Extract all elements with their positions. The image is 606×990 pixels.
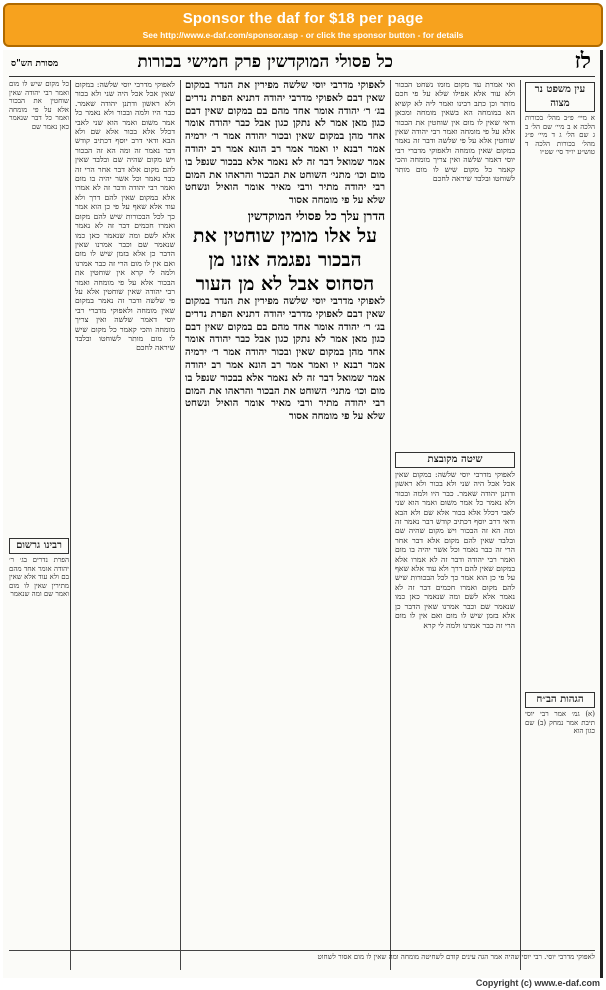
talmud-page-scan [3,50,603,978]
gemara-text: לאפוקי מדרבי יוסי שלשה מפירין את הנדר במקום שאין דבם לאפוקי מדרבי יהודה דתניא הפרת נדרים בג׳ ר׳ יהודה אומר אחד מהם בם במקום שאין דבם כגון מאן אמר לא נתקן כגון אבל כבר יהודה אומר אחד מהן במקום שאין ובכור יהודה אמר ר׳ ירמיה אמר רבנא יו ואמר אמר רב הונא אמר רב יהודה אמר שמואל דבר זה לא נאמר אלא בבכור שנפל בו מום וכו׳ מתני׳ השוחט את הבכור והראהו את המום רבי יהודה מתיר ורבי מאיר אומר הואיל ונשחט שלא על פי מומחה אסור [185,80,385,207]
page-edge [600,50,603,978]
mishna-opening: על אלו מומין שוחטין את הבכור נפגמה אזנו מן הסחוס אבל לא מן העור [193,224,377,295]
copyright-link[interactable]: Copyright (c) www.e-daf.com [475,978,600,988]
hagahot-heading: הגהות הב״ח [525,692,595,708]
footer [0,978,606,990]
left-margin-text: כל מקום שיש לו מום ואמר רבי יהודה שאין שוחטין את הבכור אלא על פי מומחה ואמר כל דבר שנאמר כאן נאמר שם [9,80,69,131]
page-header: כל פסולי המוקדשין פרק חמישי בכורות [137,52,393,72]
ein-mishpat-text: א מיי׳ פ״ב מהל׳ בכורות הלכה א ב מיי׳ שם הל׳ ב ג שם הל׳ ג ד מיי׳ פ״ג מהל׳ בכורות הלכה ד טוש״ע יו״ד סי׳ שט״ו [525,114,595,157]
header-left-label: מסורת הש"ס [11,59,59,69]
footnote-rule [9,950,595,951]
rashi-column [75,80,175,970]
sponsor-title[interactable]: Sponsor the daf for $18 per page [182,10,424,27]
column-rule [180,80,181,970]
column-rule [390,80,391,970]
tosafot-column [395,80,515,450]
tosafot-text: ואי אמרת עד מקום מומו נשחט הבכור ולא עוד אלא אפילו שלא על פי חכם מותר וכן כתב רבינו ואמר ליה לא קשיא הא במומחה הא בשאין מומחה ומכאן ודאי שאין לו מום [395,80,515,127]
hagahot-column [525,690,595,970]
gemara-text-continued: לאפוקי מדרבי יוסי שלשה מפירין את הנדר במקום שאין דבם לאפוקי מדרבי יהודה דתניא הפרת נדרים בג׳ ר׳ יהודה אומר אחד מהם בם במקום שאין דבם כגון מאן אמר לא נתקן כגון אבל כבר יהודה אומר אחד מהן במקום שאין ובכור יהודה אמר ר׳ ירמיה אמר רבנא יו ואמר אמר רב הונא אמר רב יהודה אמר שמואל דבר זה לא נאמר אלא בבכור שנפל בו מום וכו׳ מתני׳ השוחט את הבכור והראהו את המום רבי יהודה מתיר ורבי מאיר אומר הואיל ונשחט שלא על פי מומחה אסור [185,295,385,423]
sponsor-banner[interactable] [3,3,603,47]
header-rule [9,76,595,77]
ein-mishpat-heading: עין משפט נר מצוה [525,82,595,112]
footnotes [9,953,595,977]
footnotes-text: לאפוקי מדרבי יוסי. רבי יוסי שהיה אמר הגה עינים קודם לשחיטה מומחה ומה שאין לו מום אסור לשחוט [317,953,595,961]
hadran-title: הדרן עלך כל פסולי המוקדשין [247,208,385,223]
column-rule [70,80,71,970]
left-margin-column [9,80,69,530]
shita-heading: שיטה מקובצת [395,452,515,468]
folio-number: לז [574,50,591,74]
rabbeinu-gershom-text: הפרת נדרים בג׳ ר׳ יהודה אומר אחד מהם בם ולא עוד אלא שאין מתירין שאין לו מום ואמר שם ומה שנאמר [9,556,69,599]
rabbeinu-gershom-heading: רבינו גרשום [9,538,69,554]
hagahot-text: (א) גמ׳ אמר רבי יוסי תיבת אמר נמחק (ב) שם כגון הוא [525,710,595,736]
rabbeinu-gershom-column [9,536,69,970]
rashi-text: לאפוקי מדרבי יוסי שלשה: במקום שאין אכל אכל היה שני ולא בכור ולא ראשון ודתנן יהודה שאמר. כבר היו ולמה ובכור ולא נאמר כל אמר משום ואמר הוא שני לאבי דכלל אלא בכור אלא שם ולא הבא ודאי דרב יוסף דכתיב קודש דבר נאמר זה ומה הא זה הבכור ויש מקום שהיה שם ובלבד שאין להם מקום אלא דבר אחר הרי זה כבר נאמר וכל אשר יהיה בו מום ואמר רבי יהודה ודבר זה לא אמרו אלא במקום שאין להם דרך ולא עוד אלא שאף על פי כן הוא אמר כך לכל הבכורות שיש להם מקום ואמרו חכמים דבר זה לא נאמר אלא לשם ומה שנאמר כאן כמו שנאמר שם וכבר אמרנו שאין הדבר כן אלא בזמן שיש לו מום ואם אין לו מום הרי זה כבר אמרנו ולמה לי קרא [75,80,175,278]
sponsor-details-link[interactable]: See http://www.e-daf.com/sponsor.asp - or click the sponsor button - for details [142,30,464,40]
column-rule [520,80,521,970]
tosafot-text-continued: אין שוחטין את הבכור אלא על פי מומחה ואמר רבי יהודה שאין שוחטין אלא על פי שלשה ודבר זה נאמר במקום שאין מומחה ולאפוקי מדברי רבי יוסי דאמר שלשה ואין צריך מומחה והכי קאמר כל מקום שיש לו מום מותר לשוחטו ובלבד שיראה לחכם [395,117,515,184]
shita-column [395,450,515,970]
rashi-text-continued: אין שוחטין את הבכור אלא על פי מומחה ואמר רבי יהודה שאין שוחטין אלא על פי שלשה ודבר זה נאמר במקום שאין מומחה ולאפוקי מדברי רבי יוסי דאמר שלשה ואין צריך מומחה והכי קאמר כל מקום שיש לו מום מותר לשוחטו ובלבד שיראה לחכם [75,268,175,353]
shita-text: לאפוקי מדרבי יוסי שלשה: במקום שאין אכל אכל היה שני ולא בכור ולא ראשון ודתנן יהודה שאמר. כבר היו ולמה ובכור ולא נאמר כל אמר משום ואמר הוא שני לאבי דכלל אלא בכור אלא שם ולא הבא ודאי דרב יוסף דכתיב קודש דבר נאמר זה ומה הא זה הבכור ויש מקום שהיה שם ובלבד שאין להם מקום אלא דבר אחר הרי זה כבר נאמר וכל אשר יהיה בו מום ואמר רבי יהודה ודבר זה לא אמרו אלא במקום שאין להם דרך ולא עוד אלא שאף על פי כן הוא אמר כך לכל הבכורות שיש להם מקום ואמרו חכמים דבר זה לא נאמר אלא לשם ומה שנאמר כאן כמו שנאמר שם וכבר אמרנו שאין הדבר כן אלא בזמן שיש לו מום ואם אין לו מום הרי זה כבר אמרנו ולמה לי קרא [395,470,515,630]
gemara-column [185,80,385,970]
ein-mishpat-column [525,80,595,330]
